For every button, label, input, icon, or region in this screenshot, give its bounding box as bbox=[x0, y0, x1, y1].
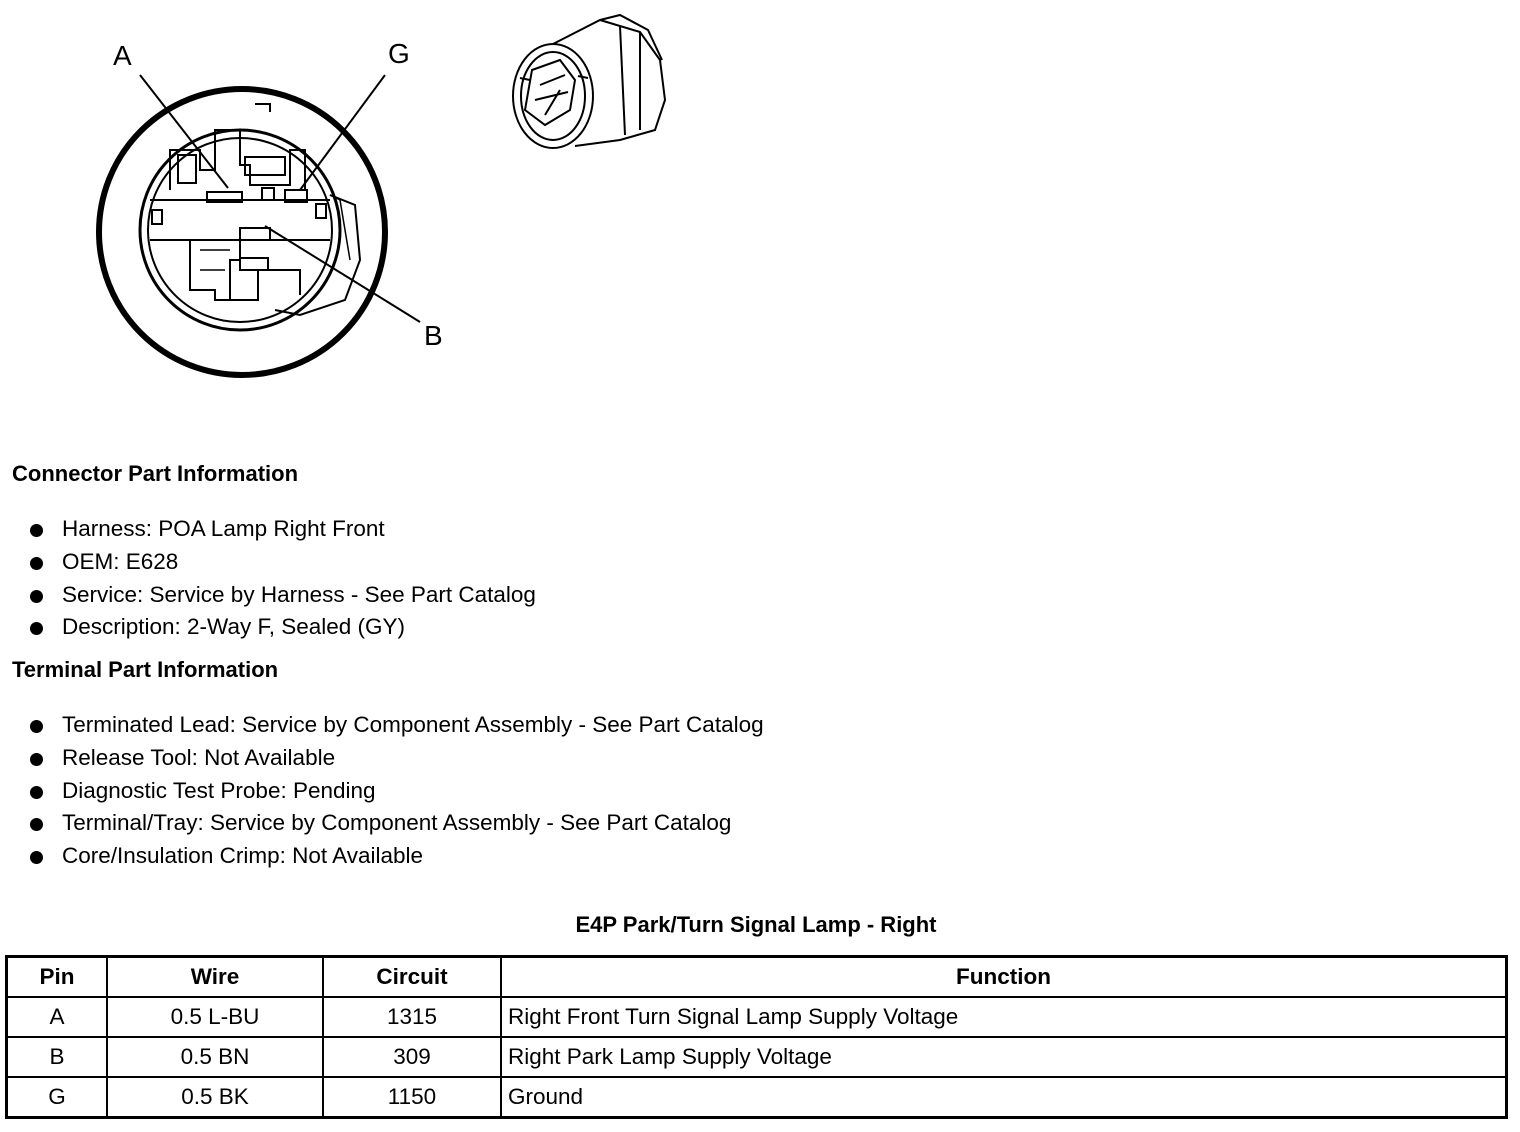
list-item-text: Core/Insulation Crimp: Not Available bbox=[62, 843, 424, 869]
bullet-icon bbox=[30, 590, 43, 603]
bullet-icon bbox=[30, 720, 43, 733]
cell-function: Ground bbox=[501, 1077, 1507, 1118]
list-item bbox=[28, 546, 536, 579]
pin-label-a: A bbox=[113, 40, 132, 71]
cell-circuit: 1150 bbox=[323, 1077, 501, 1118]
list-item bbox=[28, 579, 536, 612]
list-item-text: OEM: E628 bbox=[62, 548, 179, 574]
cell-circuit: 1315 bbox=[323, 997, 501, 1037]
column-header-wire: Wire bbox=[107, 957, 323, 998]
list-item bbox=[28, 611, 536, 644]
table-row bbox=[7, 1077, 1507, 1118]
pin-label-g: G bbox=[388, 38, 410, 69]
connector-face-drawing bbox=[0, 0, 700, 420]
cell-function: Right Park Lamp Supply Voltage bbox=[501, 1037, 1507, 1077]
pin-label-b: B bbox=[424, 320, 443, 351]
list-item bbox=[28, 742, 764, 775]
list-item bbox=[28, 513, 536, 546]
cell-pin: A bbox=[7, 997, 108, 1037]
list-item-text: Harness: POA Lamp Right Front bbox=[62, 516, 385, 541]
cell-circuit: 309 bbox=[323, 1037, 501, 1077]
bullet-icon bbox=[30, 557, 43, 570]
list-item-text: Release Tool: Not Available bbox=[62, 744, 336, 770]
list-item bbox=[28, 709, 764, 742]
list-item bbox=[28, 775, 764, 808]
cell-function: Right Front Turn Signal Lamp Supply Voltage bbox=[501, 997, 1507, 1037]
column-header-circuit: Circuit bbox=[323, 957, 501, 998]
list-item-text: Terminal/Tray: Service by Component Assembly - See Part Catalog bbox=[62, 810, 732, 836]
bullet-icon bbox=[30, 786, 43, 799]
bullet-icon bbox=[30, 753, 43, 766]
table-row bbox=[7, 997, 1507, 1037]
connector-diagram bbox=[0, 0, 700, 420]
list-item bbox=[28, 840, 764, 873]
bullet-icon bbox=[30, 851, 43, 864]
pin-table bbox=[5, 955, 1508, 1119]
cell-wire: 0.5 BK bbox=[107, 1077, 323, 1118]
list-item-text: Description: 2-Way F, Sealed (GY) bbox=[62, 614, 406, 640]
connector-part-info-heading: Connector Part Information bbox=[12, 461, 299, 486]
bullet-icon bbox=[30, 818, 43, 831]
cell-pin: G bbox=[7, 1077, 108, 1118]
connector-iso-view bbox=[513, 15, 665, 148]
table-row bbox=[7, 1037, 1507, 1077]
table-header-row bbox=[7, 957, 1507, 998]
list-item-text: Diagnostic Test Probe: Pending bbox=[62, 777, 376, 803]
bullet-icon bbox=[30, 622, 43, 635]
connector-part-info-list bbox=[28, 513, 536, 644]
bullet-icon bbox=[30, 524, 43, 537]
cell-wire: 0.5 L-BU bbox=[107, 997, 323, 1037]
cell-wire: 0.5 BN bbox=[107, 1037, 323, 1077]
list-item bbox=[28, 807, 764, 840]
terminal-part-info-heading: Terminal Part Information bbox=[12, 657, 279, 682]
pin-table-title: E4P Park/Turn Signal Lamp - Right bbox=[575, 912, 937, 937]
column-header-function: Function bbox=[501, 957, 1507, 998]
terminal-part-info-list bbox=[28, 709, 764, 873]
list-item-text: Service: Service by Harness - See Part Catalog bbox=[62, 581, 536, 607]
list-item-text: Terminated Lead: Service by Component Assembly - See Part Catalog bbox=[62, 712, 764, 737]
column-header-pin: Pin bbox=[7, 957, 108, 998]
cell-pin: B bbox=[7, 1037, 108, 1077]
